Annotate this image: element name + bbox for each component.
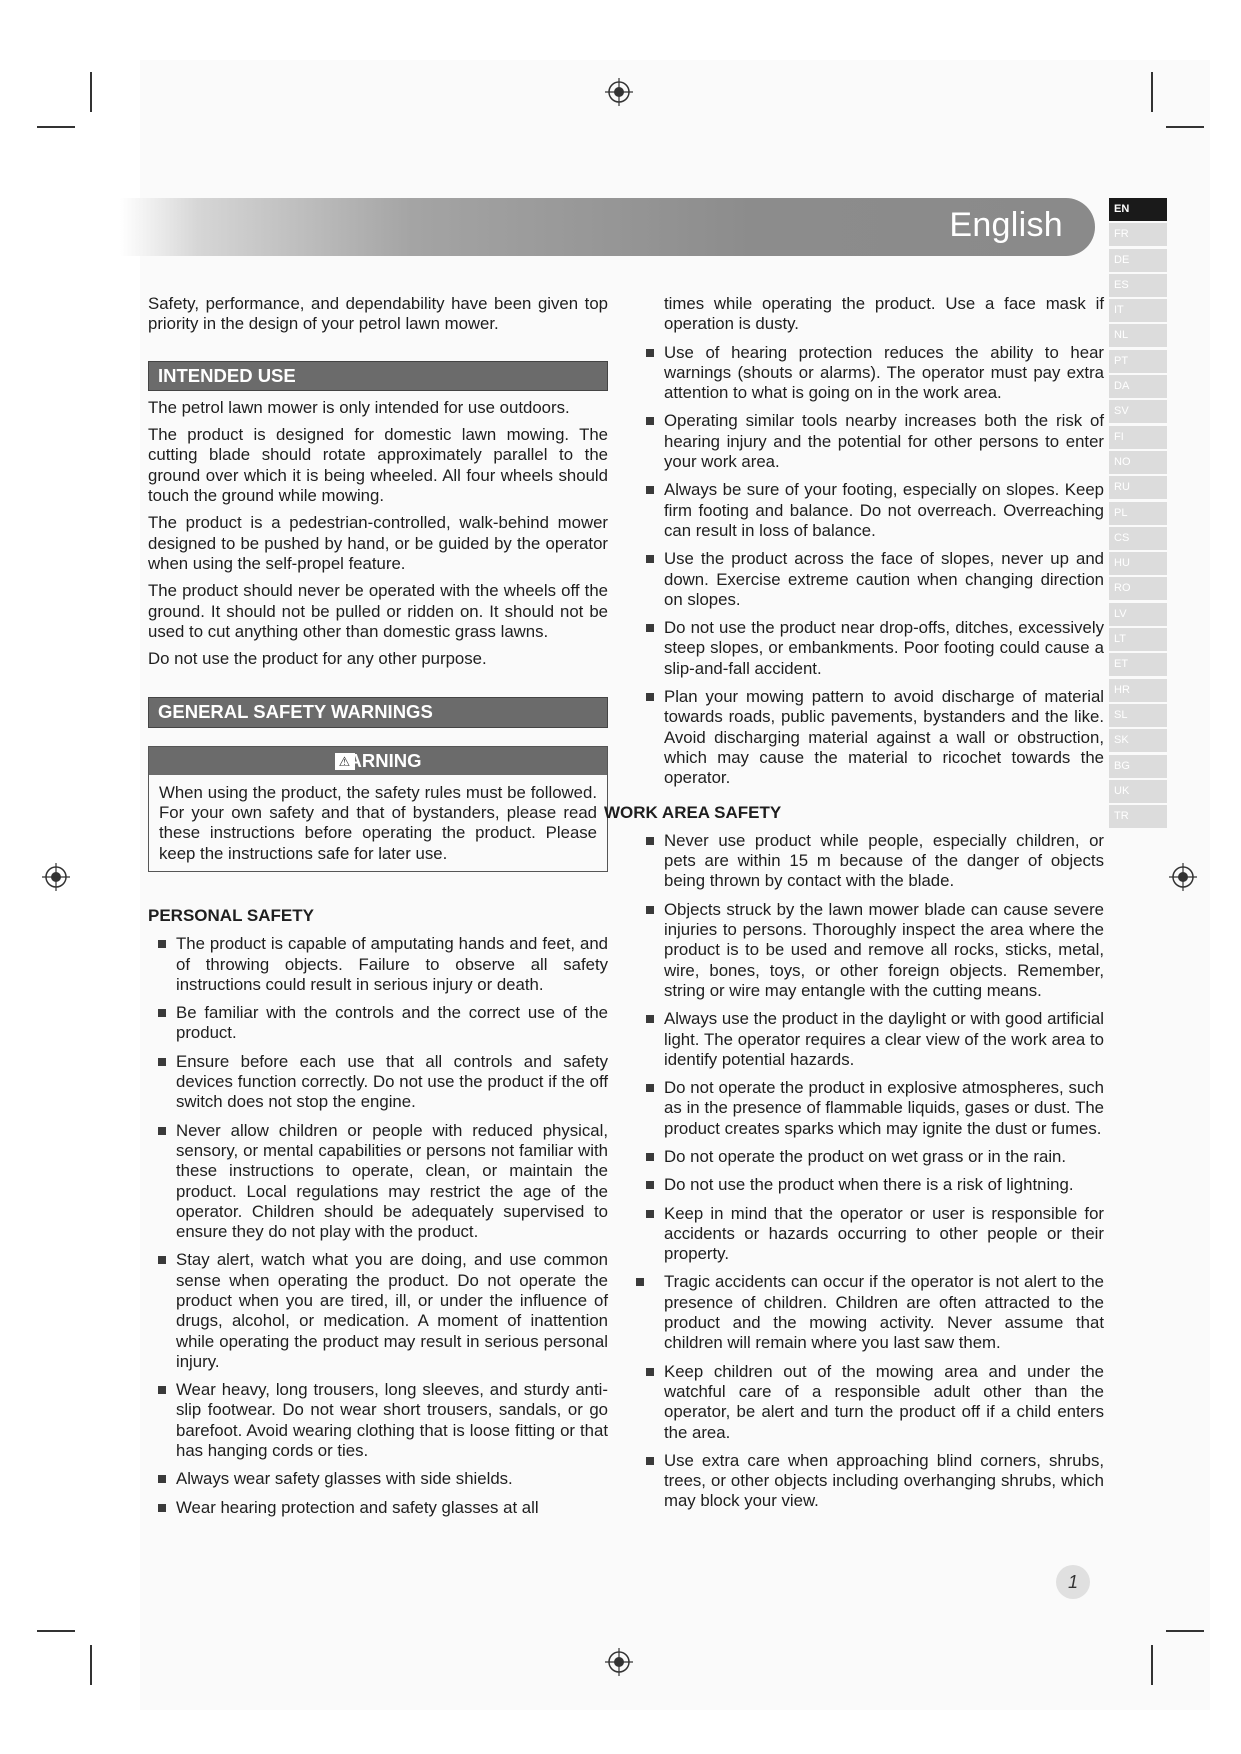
list-item: Use the product across the face of slopes, never up and down. Exercise extreme caution when changing direction on slopes.: [664, 549, 1104, 609]
language-tab-en[interactable]: EN: [1109, 198, 1167, 221]
warning-box: [148, 746, 608, 872]
language-tab-bg[interactable]: BG: [1109, 755, 1167, 778]
list-item: Stay alert, watch what you are doing, and use common sense when operating the product. Do not operate the product when you are tired, ill, or under the influence of drugs, alcohol, or medication. A moment of inattention while operating the product may result in serious personal injury.: [176, 1250, 608, 1371]
paragraph: The petrol lawn mower is only intended for use outdoors.: [148, 397, 570, 417]
list-item: Do not operate the product on wet grass or in the rain.: [664, 1147, 1104, 1167]
right-column: [604, 294, 1104, 1520]
list-item: Plan your mowing pattern to avoid discharge of material towards roads, public pavements, bystanders and the like. Avoid discharging material against a wall or obstruction, which may cause the material to ricochet towards the operator.: [664, 687, 1104, 788]
work-area-list: [634, 831, 1104, 1512]
list-item: Use extra care when approaching blind corners, shrubs, trees, or other objects including overhanging shrubs, which may block your view.: [664, 1450, 1104, 1511]
language-tab-ro[interactable]: RO: [1109, 577, 1167, 600]
language-tab-no[interactable]: NO: [1109, 451, 1167, 474]
list-item: Always use the product in the daylight or with good artificial light. The operator requires a clear view of the work area to identify potential hazards.: [664, 1009, 1104, 1069]
language-tab-es[interactable]: ES: [1109, 274, 1167, 297]
language-tab-it[interactable]: IT: [1109, 299, 1167, 322]
language-tab-fr[interactable]: FR: [1109, 223, 1167, 246]
registration-mark-icon: [604, 1647, 634, 1677]
language-tab-sv[interactable]: SV: [1109, 400, 1167, 423]
warning-text: When using the product, the safety rules must be followed. For your own safety and that of bystanders, please read these instructions before operating the product. Please keep the instructions safe for later use.: [159, 782, 597, 863]
list-item: Do not use the product near drop-offs, ditches, excessively steep slopes, or embankments. Poor footing could cause a slip-and-fall accident.: [664, 618, 1104, 678]
language-tab-hr[interactable]: HR: [1109, 679, 1167, 702]
personal-safety-list: [148, 934, 608, 1518]
language-tab-cs[interactable]: CS: [1109, 527, 1167, 550]
language-tabs: [1109, 198, 1167, 830]
language-tab-uk[interactable]: UK: [1109, 780, 1167, 803]
language-tab-lt[interactable]: LT: [1109, 628, 1167, 651]
crop-mark: [90, 1645, 92, 1685]
list-item: Keep children out of the mowing area and under the watchful care of a responsible adult other than the operator, be alert and turn the product off if a child enters the area.: [664, 1361, 1104, 1442]
language-tab-pt[interactable]: PT: [1109, 350, 1167, 373]
paragraph: The product is a pedestrian-controlled, walk-behind mower designed to be pushed by hand, or be guided by the operator when using the self-propel feature.: [148, 513, 608, 573]
language-tab-nl[interactable]: NL: [1109, 324, 1167, 347]
general-safety-heading: GENERAL SAFETY WARNINGS: [148, 697, 608, 727]
list-item: Objects struck by the lawn mower blade can cause severe injuries to persons. Thoroughly inspect the area where the product is to be used and remove all rocks, sticks, metal, wire, bones, toys, or other foreign objects. Remember, string or wire may entangle with the cutting means.: [664, 899, 1104, 1000]
language-tab-ru[interactable]: RU: [1109, 476, 1167, 499]
intended-use-heading: INTENDED USE: [148, 361, 608, 391]
list-item: Use of hearing protection reduces the ability to hear warnings (shouts or alarms). The operator must pay extra attention to what is going on in the work area.: [664, 342, 1104, 403]
list-item: Always wear safety glasses with side shields.: [176, 1469, 608, 1489]
paragraph: The product should never be operated with the wheels off the ground. It should not be pulled or ridden on. It should not be used to cut anything other than domestic grass lawns.: [148, 581, 608, 641]
list-item: Tragic accidents can occur if the operator is not alert to the presence of children. Children are often attracted to the product and the mowing activity. Never assume that children will remain where you last saw them.: [664, 1272, 1104, 1353]
language-banner: [120, 198, 1095, 256]
list-item: Never use product while people, especially children, or pets are within 15 m because of the danger of objects being thrown by contact with the blade.: [664, 830, 1104, 891]
intro-text: Safety, performance, and dependability have been given top priority in the design of your petrol lawn mower.: [148, 294, 608, 334]
paragraph: The product is designed for domestic lawn mowing. The cutting blade should rotate approximately parallel to the ground over which it is being wheeled. All four wheels should touch the ground while mowing.: [148, 425, 608, 506]
crop-mark: [1166, 1630, 1204, 1632]
list-item: Never allow children or people with reduced physical, sensory, or mental capabilities or persons not familiar with these instructions to operate, clean, or maintain the product. Local regulations may restrict the age of the operator. Children should be adequately supervised to ensure they do not play with the product.: [176, 1120, 608, 1242]
language-title: English: [949, 206, 1063, 244]
list-item: Be familiar with the controls and the correct use of the product.: [176, 1003, 608, 1043]
language-tab-fi[interactable]: FI: [1109, 426, 1167, 449]
list-item: Always be sure of your footing, especially on slopes. Keep firm footing and balance. Do not overreach. Overreaching can result in loss of balance.: [664, 480, 1104, 540]
crop-mark: [1166, 126, 1204, 128]
language-tab-tr[interactable]: TR: [1109, 805, 1167, 828]
list-item: Keep in mind that the operator or user is responsible for accidents or hazards occurring to other people or their property.: [664, 1203, 1104, 1264]
registration-mark-icon: [604, 77, 634, 107]
crop-mark: [1151, 72, 1153, 112]
left-column: [148, 294, 608, 1526]
list-item: Do not use the product when there is a risk of lightning.: [664, 1175, 1104, 1195]
registration-mark-icon: [1168, 862, 1198, 892]
language-tab-de[interactable]: DE: [1109, 249, 1167, 272]
list-item: Operating similar tools nearby increases both the risk of hearing injury and the potential for other persons to enter your work area.: [664, 411, 1104, 472]
language-tab-et[interactable]: ET: [1109, 653, 1167, 676]
crop-mark: [37, 126, 75, 128]
list-item: Ensure before each use that all controls and safety devices function correctly. Do not use the product if the off switch does not stop the engine.: [176, 1051, 608, 1112]
language-tab-pl[interactable]: PL: [1109, 502, 1167, 525]
registration-mark-icon: [41, 862, 71, 892]
language-tab-sl[interactable]: SL: [1109, 704, 1167, 727]
crop-mark: [37, 1630, 75, 1632]
personal-safety-continued-list: [634, 294, 1104, 789]
language-tab-hu[interactable]: HU: [1109, 552, 1167, 575]
list-item: Wear heavy, long trousers, long sleeves, and sturdy anti-slip footwear. Do not wear short trousers, sandals, or go barefoot. Avoid wearing clothing that is loose fitting or that has hanging cords or ties.: [176, 1380, 608, 1461]
language-tab-sk[interactable]: SK: [1109, 729, 1167, 752]
personal-safety-heading: PERSONAL SAFETY: [148, 905, 314, 925]
language-tab-lv[interactable]: LV: [1109, 603, 1167, 626]
work-area-heading: WORK AREA SAFETY: [604, 802, 782, 822]
crop-mark: [1151, 1645, 1153, 1685]
paragraph: Do not use the product for any other purpose.: [148, 649, 487, 669]
list-item: Do not operate the product in explosive atmospheres, such as in the presence of flammable liquids, gases or dust. The product creates sparks which may ignite the dust or fumes.: [664, 1078, 1104, 1138]
list-item: The product is capable of amputating hands and feet, and of throwing objects. Failure to observe all safety instructions could result in serious injury or death.: [176, 934, 608, 994]
warning-icon: ⚠: [335, 753, 355, 770]
crop-mark: [90, 72, 92, 112]
continued-text: times while operating the product. Use a face mask if operation is dusty.: [664, 294, 1104, 334]
list-item: Wear hearing protection and safety glasses at all: [176, 1498, 608, 1518]
warning-header: [149, 747, 607, 775]
language-tab-da[interactable]: DA: [1109, 375, 1167, 398]
warning-title: ARNING: [348, 749, 422, 771]
page-number: 1: [1056, 1565, 1090, 1599]
